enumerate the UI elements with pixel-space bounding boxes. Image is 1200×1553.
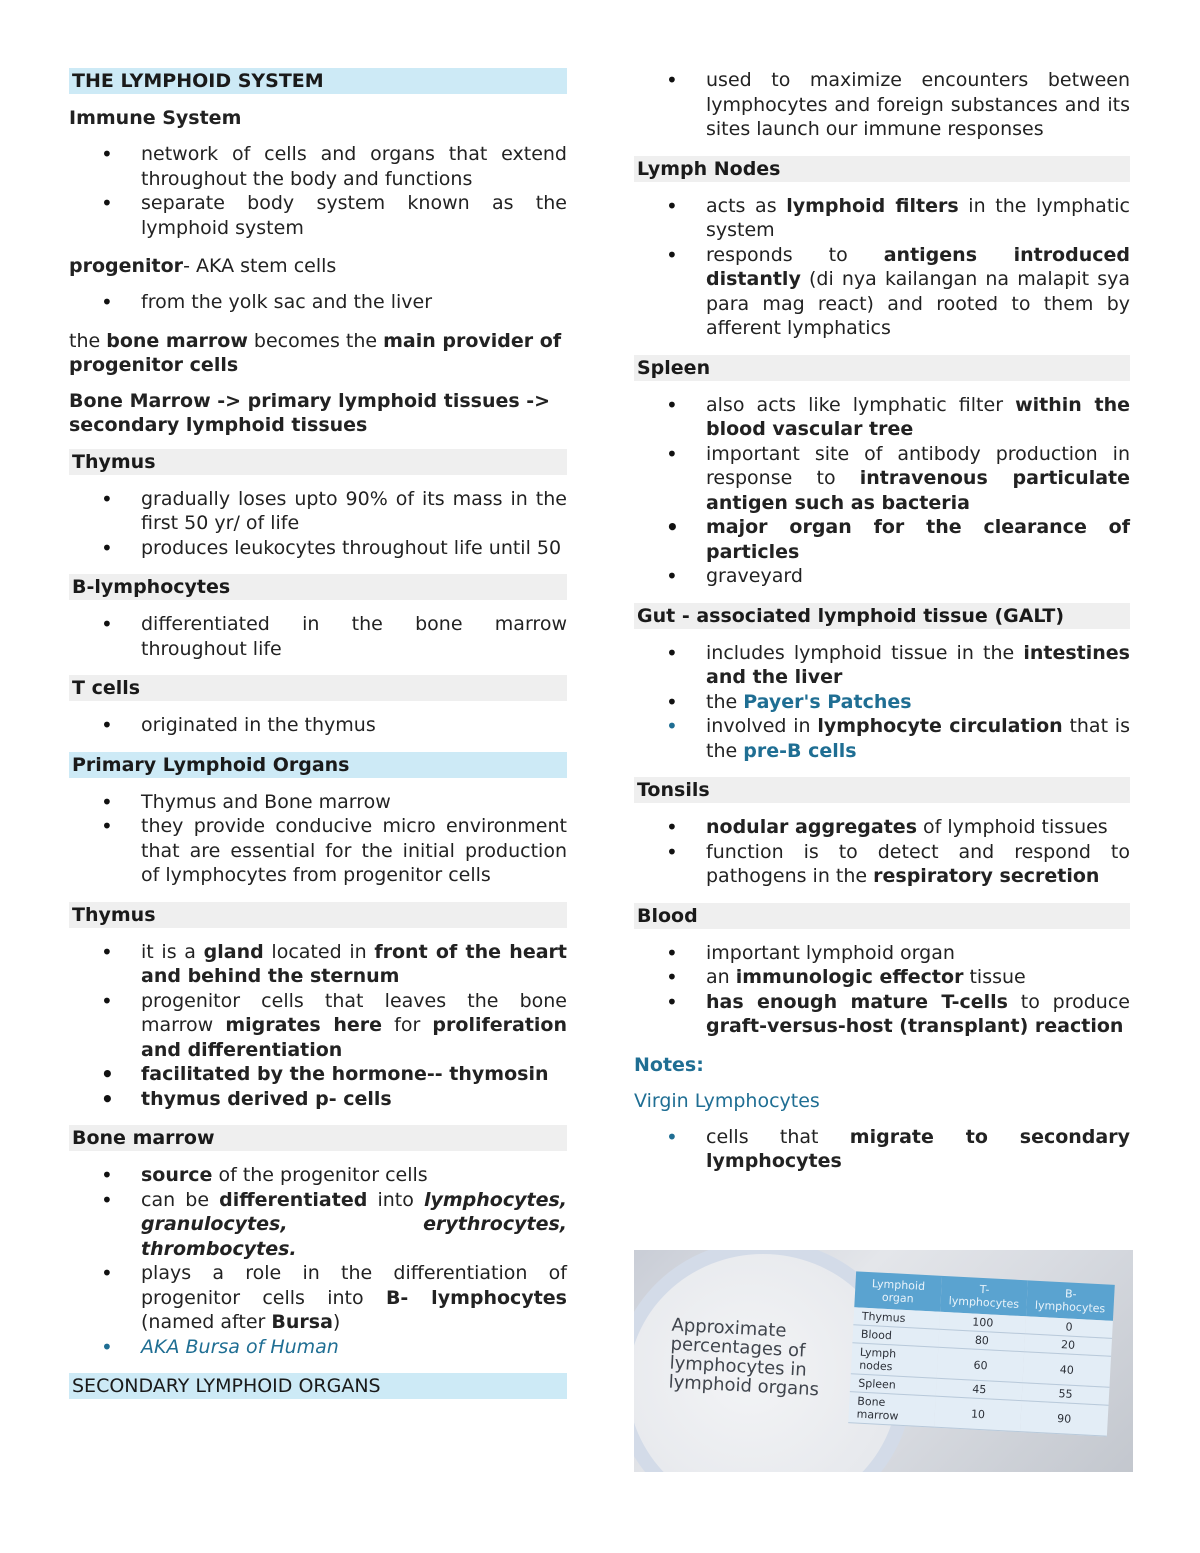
text-run: front of the heart and behind the sternum <box>141 940 567 987</box>
photo-caption: Approximate percentages of lymphocytes in lymphoid organs <box>668 1314 820 1401</box>
left-column <box>69 68 567 1411</box>
list-item <box>69 1163 567 1188</box>
table-cell: 20 <box>1025 1334 1112 1356</box>
text-run: tissue <box>963 966 1026 988</box>
bone-marrow-paragraph <box>69 329 567 377</box>
text-run: an <box>706 966 736 988</box>
list-item: • graveyard <box>634 564 1130 589</box>
lymphoid-flow-statement: Bone Marrow -> primary lymphoid tissues -> secondary lymphoid tissues <box>69 389 551 436</box>
list-item: • used to maximize encounters between lymphocytes and foreign substances and its sites launch our immune responses <box>634 68 1130 142</box>
text-run: responds to <box>706 243 884 266</box>
galt-heading: Gut - associated lymphoid tissue (GALT) <box>634 603 1130 629</box>
text-run: located in <box>263 940 375 963</box>
list-item: • originated in the thymus <box>69 713 567 738</box>
text-run: it is a <box>141 940 204 963</box>
text-run: proliferation and differentiation <box>141 1014 567 1061</box>
text-run: nodular aggregates <box>706 816 918 838</box>
list-item: • facilitated by the hormone-- thymosin <box>69 1062 567 1087</box>
list-item: • from the yolk sac and the liver <box>69 290 567 315</box>
list-item <box>634 840 1130 889</box>
progenitor-def-text: - AKA stem cells <box>183 255 337 277</box>
b-lymphocytes-list <box>69 612 567 661</box>
text-run: the <box>706 690 744 713</box>
text-run: (di nya kailangan na malapit sya para mag react) and rooted to them by afferent lymphatics <box>706 268 1130 339</box>
text-run: intestines and the liver <box>706 641 1130 688</box>
primary-lymphoid-organs-heading: Primary Lymphoid Organs <box>69 752 567 778</box>
list-item: • Thymus and Bone marrow <box>69 790 567 815</box>
lymph-nodes-list <box>634 194 1130 341</box>
text-run: acts as <box>706 194 787 217</box>
text-run: (named after <box>141 1311 272 1333</box>
notes-heading: Notes: <box>634 1053 704 1076</box>
list-item: • thymus derived p- cells <box>69 1087 567 1112</box>
progenitor-list <box>69 290 567 315</box>
spleen-list <box>634 393 1130 589</box>
list-item <box>69 1188 567 1262</box>
spleen-heading: Spleen <box>634 355 1130 381</box>
bone-marrow-heading: Bone marrow <box>69 1125 567 1151</box>
virgin-lymphocytes-list <box>634 1125 1130 1174</box>
t-cells-heading: T cells <box>69 675 567 701</box>
list-item <box>634 393 1130 442</box>
text-run: immunologic effector <box>735 966 964 988</box>
text-run: important site of antibody production in response to <box>706 442 1130 489</box>
text-run: graft-versus-host (transplant) reaction <box>706 1015 1124 1037</box>
table-cell: 0 <box>1025 1316 1112 1338</box>
list-item <box>634 965 1130 990</box>
blood-list <box>634 941 1130 1039</box>
lymphocyte-percentages-table <box>848 1271 1114 1436</box>
primary-organs-list <box>69 790 567 888</box>
text-run: involved in <box>706 715 818 737</box>
text-run: bone marrow <box>106 329 248 352</box>
list-item: • major organ for the clearance of particles <box>634 515 1130 564</box>
secondary-lymphoid-organs-heading: SECONDARY LYMPHOID ORGANS <box>69 1373 567 1399</box>
text-run: pre-B cells <box>743 739 857 762</box>
text-run: migrates here <box>225 1014 383 1036</box>
list-item <box>634 1125 1130 1174</box>
list-item <box>69 989 567 1063</box>
text-run: cells that <box>706 1125 850 1148</box>
text-run: also acts like lymphatic filter <box>706 393 1016 416</box>
list-item <box>634 990 1130 1039</box>
table-cell: 100 <box>939 1312 1026 1334</box>
list-item <box>634 194 1130 243</box>
text-run: intravenous particulate antigen such as bacteria <box>706 467 1131 514</box>
list-item: • network of cells and organs that extend throughout the body and functions <box>69 142 567 191</box>
text-run: includes lymphoid tissue in the <box>706 641 1024 664</box>
list-item: • gradually loses upto 90% of its mass in the first 50 yr/ of life <box>69 487 567 536</box>
t-cells-list <box>69 713 567 738</box>
blood-heading: Blood <box>634 903 1130 929</box>
text-run: into <box>367 1188 424 1211</box>
table-cell: Spleen <box>850 1374 937 1396</box>
text-run: antigens introduced distantly <box>706 243 1130 290</box>
immune-system-heading: Immune System <box>69 107 242 129</box>
table-cell: Lymph nodes <box>851 1343 939 1378</box>
text-run: gland <box>203 940 264 963</box>
list-item <box>69 1261 567 1335</box>
list-item <box>634 714 1130 763</box>
secondary-organs-list <box>634 68 1130 142</box>
list-item <box>634 641 1130 690</box>
table-cell: 90 <box>1020 1401 1108 1436</box>
text-run: lymphoid filters <box>786 194 959 217</box>
table-header: B-lymphocytes <box>1026 1280 1114 1320</box>
text-run: Bursa <box>271 1311 333 1333</box>
thymus-organ-list <box>69 940 567 1112</box>
text-run: has enough mature T-cells <box>706 990 1008 1013</box>
list-item <box>634 243 1130 341</box>
table-cell: 80 <box>938 1329 1025 1351</box>
table-cell: Blood <box>852 1325 939 1347</box>
list-item <box>634 442 1130 516</box>
thymus-list <box>69 487 567 561</box>
text-run: differentiated <box>219 1188 368 1211</box>
right-column <box>634 68 1130 1188</box>
list-item: • they provide conducive micro environment that are essential for the initial production of lymphocytes from progenitor cells <box>69 814 567 888</box>
b-lymphocytes-heading: B-lymphocytes <box>69 574 567 600</box>
progenitor-term: progenitor <box>69 255 184 277</box>
galt-list <box>634 641 1130 764</box>
text-run: Payer's Patches <box>743 690 912 713</box>
list-item: • important lymphoid organ <box>634 941 1130 966</box>
text-run: source <box>141 1164 213 1186</box>
table-cell: 10 <box>934 1396 1022 1431</box>
list-item: • separate body system known as the lymphoid system <box>69 191 567 240</box>
list-item <box>69 940 567 989</box>
tonsils-heading: Tonsils <box>634 777 1130 803</box>
text-run: that is the <box>706 715 1130 762</box>
table-header: Lymphoid organ <box>854 1271 942 1311</box>
text-run: in the lymphatic system <box>706 194 1130 241</box>
table-cell: 60 <box>937 1347 1025 1382</box>
text-run: progenitor cells that leaves the bone marrow <box>141 989 567 1036</box>
text-run: becomes the <box>247 329 384 352</box>
table-cell: 40 <box>1023 1352 1111 1387</box>
list-item <box>634 690 1130 715</box>
text-run: migrate to secondary lymphocytes <box>706 1125 1130 1172</box>
thymus-heading: Thymus <box>69 449 567 475</box>
text-run: of the progenitor cells <box>212 1164 428 1186</box>
list-item: • produces leukocytes throughout life until 50 <box>69 536 567 561</box>
bone-marrow-list <box>69 1163 567 1359</box>
table-cell: Thymus <box>853 1307 940 1329</box>
text-run: function is to detect and respond to pathogens in the <box>706 840 1130 887</box>
virgin-lymphocytes-heading: Virgin Lymphocytes <box>634 1089 820 1112</box>
tonsils-list <box>634 815 1130 889</box>
section-title-lymphoid-system: THE LYMPHOID SYSTEM <box>69 68 567 94</box>
text-run: within the blood vascular tree <box>706 393 1130 440</box>
table-cell: Bone marrow <box>848 1392 936 1427</box>
text-run: B- lymphocytes <box>385 1286 567 1309</box>
text-run: for <box>382 1014 433 1036</box>
text-run: of lymphoid tissues <box>917 816 1108 838</box>
text-run: can be <box>141 1188 220 1211</box>
text-run: main provider of progenitor cells <box>69 329 562 376</box>
text-run: to produce <box>1007 990 1130 1013</box>
text-run: the <box>69 329 107 352</box>
list-item <box>634 815 1130 840</box>
thymus-organ-heading: Thymus <box>69 902 567 928</box>
list-item: • differentiated in the bone marrow throughout life <box>69 612 567 661</box>
progenitor-definition <box>69 254 567 278</box>
table-cell: 45 <box>936 1378 1023 1400</box>
text-run: lymphocytes, granulocytes, erythrocytes, thrombocytes. <box>141 1188 567 1260</box>
table-header: T-lymphocytes <box>940 1276 1028 1316</box>
lymph-nodes-heading: Lymph Nodes <box>634 156 1130 182</box>
list-item: • AKA Bursa of Human <box>69 1335 567 1360</box>
text-run: ) <box>332 1311 341 1333</box>
text-run: respiratory secretion <box>873 865 1100 887</box>
text-run: plays a role in the differentiation of progenitor cells into <box>141 1262 567 1309</box>
lymphocyte-percentages-photo <box>634 1250 1133 1472</box>
table-cell: 55 <box>1022 1383 1109 1405</box>
text-run: lymphocyte circulation <box>817 715 1063 737</box>
immune-system-list <box>69 142 567 240</box>
